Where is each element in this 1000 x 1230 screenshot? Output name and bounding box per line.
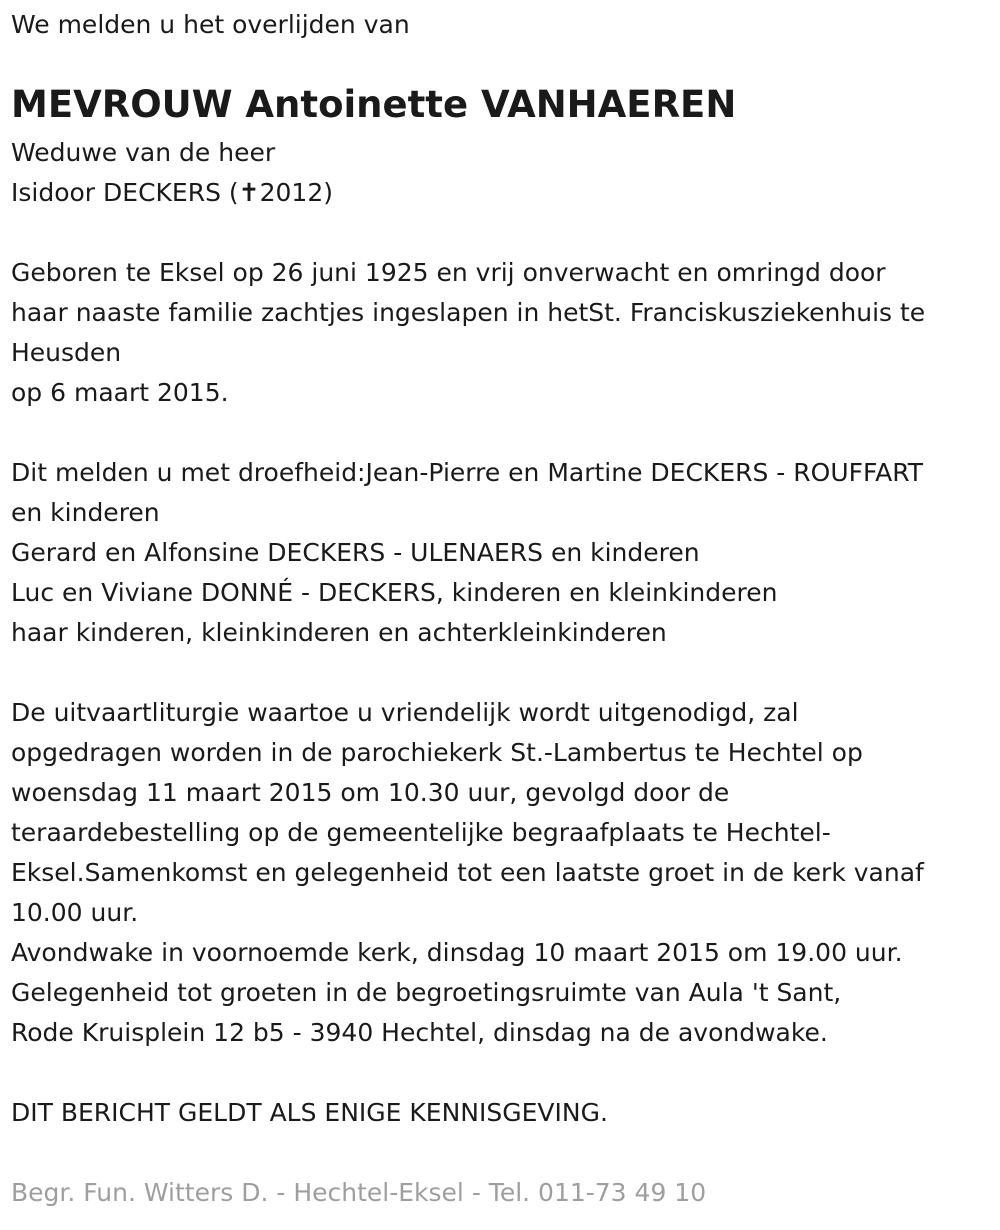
funeral-line: opgedragen worden in de parochiekerk St.-Lambertus te Hechtel op bbox=[11, 738, 863, 767]
notice-text: DIT BERICHT GELDT ALS ENIGE KENNISGEVING. bbox=[11, 1098, 608, 1127]
funeral-line: Gelegenheid tot groeten in de begroetingsruimte van Aula 't Sant, bbox=[11, 978, 842, 1007]
birth-death-line: haar naaste familie zachtjes ingeslapen in hetSt. Franciskusziekenhuis te bbox=[11, 298, 926, 327]
family-line: Luc en Viviane DONNÉ - DECKERS, kinderen en kleinkinderen bbox=[11, 578, 778, 607]
birth-death-line: op 6 maart 2015. bbox=[11, 378, 229, 407]
widow-line: Weduwe van de heer bbox=[11, 138, 276, 167]
family-line: haar kinderen, kleinkinderen en achterkleinkinderen bbox=[11, 618, 667, 647]
birth-death-line: Geboren te Eksel op 26 juni 1925 en vrij onverwacht en omringd door bbox=[11, 258, 886, 287]
family-line: Dit melden u met droefheid:Jean-Pierre en Martine DECKERS - ROUFFART bbox=[11, 458, 924, 487]
birth-death-line: Heusden bbox=[11, 338, 122, 367]
family-line: Gerard en Alfonsine DECKERS - ULENAERS en kinderen bbox=[11, 538, 700, 567]
funeral-line: teraardebestelling op de gemeentelijke begraafplaats te Hechtel- bbox=[11, 818, 831, 847]
funeral-line: 10.00 uur. bbox=[11, 898, 139, 927]
family-line: en kinderen bbox=[11, 498, 160, 527]
birth-death-block bbox=[11, 253, 925, 413]
funeral-block bbox=[11, 693, 924, 1053]
funeral-line: De uitvaartliturgie waartoe u vriendelijk wordt uitgenodigd, zal bbox=[11, 698, 799, 727]
funeral-line: Avondwake in voornoemde kerk, dinsdag 10 maart 2015 om 19.00 uur. bbox=[11, 938, 903, 967]
funeral-line: Eksel.Samenkomst en gelegenheid tot een laatste groet in de kerk vanaf bbox=[11, 858, 924, 887]
widow-block bbox=[11, 133, 333, 213]
deceased-name: MEVROUW Antoinette VANHAEREN bbox=[11, 83, 737, 126]
funeral-line: woensdag 11 maart 2015 om 10.30 uur, gevolgd door de bbox=[11, 778, 730, 807]
intro-text: We melden u het overlijden van bbox=[11, 10, 410, 39]
notice-block bbox=[11, 1093, 608, 1133]
family-block bbox=[11, 453, 923, 653]
funeral-line: Rode Kruisplein 12 b5 - 3940 Hechtel, dinsdag na de avondwake. bbox=[11, 1018, 828, 1047]
funeral-home-footer: Begr. Fun. Witters D. - Hechtel-Eksel - Tel. 011-73 49 10 bbox=[11, 1178, 707, 1207]
widow-line: Isidoor DECKERS (✝2012) bbox=[11, 178, 333, 207]
